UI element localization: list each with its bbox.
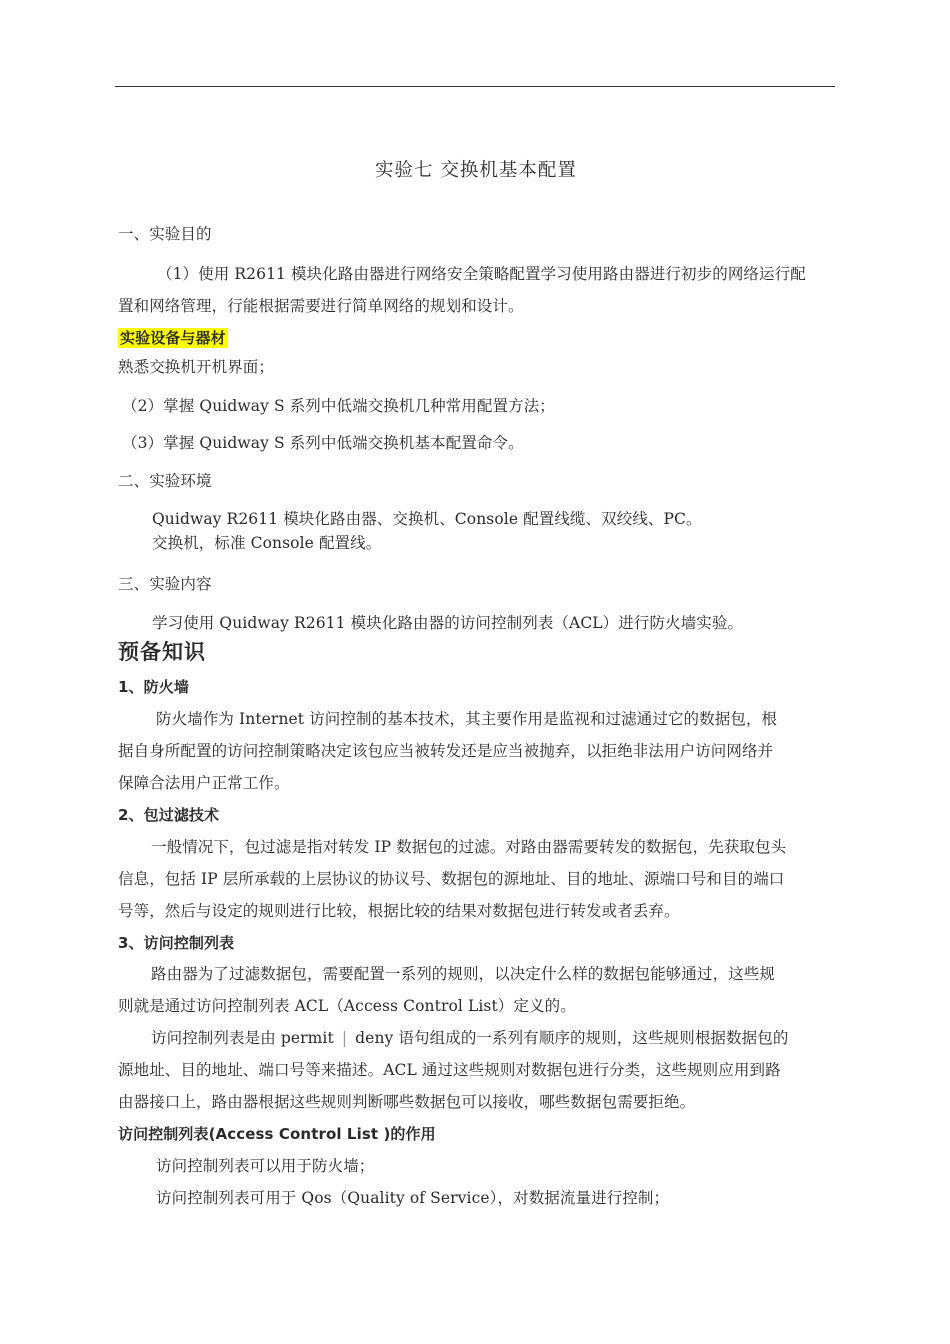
- prep-s3-heading: 3、访问控制列表: [118, 934, 235, 952]
- section1-line-a: 熟悉交换机开机界面；: [118, 358, 275, 376]
- highlight-heading: [120, 328, 228, 348]
- prep-s1-p3: 保障合法用户正常工作。: [118, 774, 290, 792]
- page-title: 实验七 交换机基本配置: [375, 160, 577, 181]
- separator-bar: |: [341, 1029, 348, 1047]
- prep-s4-heading: 访问控制列表(Access Control List )的作用: [118, 1125, 436, 1143]
- prep-s3-p5: 由器接口上，路由器根据这些规则判断哪些数据包可以接收，哪些数据包需要拒绝。: [118, 1093, 696, 1111]
- section3-line1: 学习使用 Quidway R2611 模块化路由器的访问控制列表（ACL）进行防火墙实验。: [152, 614, 744, 632]
- prep-s3-p1: 路由器为了过滤数据包，需要配置一系列的规则，以决定什么样的数据包能够通过，这些规: [151, 965, 776, 983]
- prep-s2-p1: 一般情况下，包过滤是指对转发 IP 数据包的过滤。对路由器需要转发的数据包，先获取包头: [151, 838, 787, 856]
- prep-s3-p3a: 访问控制列表是由 permit: [151, 1029, 334, 1047]
- prep-s3-p4: 源地址、目的地址、端口号等来描述。ACL 通过这些规则对数据包进行分类，这些规则应用到路: [118, 1061, 781, 1079]
- header-rule: [115, 86, 835, 87]
- prep-s1-heading: 1、防火墙: [118, 678, 189, 696]
- prep-s1-p1: 防火墙作为 Internet 访问控制的基本技术，其主要作用是监视和过滤通过它的数据包，根: [156, 710, 778, 728]
- section2-heading: 二、实验环境: [118, 472, 212, 490]
- section1-heading: 一、实验目的: [118, 225, 212, 243]
- section1-item1-line1: （1）使用 R2611 模块化路由器进行网络安全策略配置学习使用路由器进行初步的网络运行配: [157, 265, 806, 283]
- prep-s2-p2: 信息，包括 IP 层所承载的上层协议的协议号、数据包的源地址、目的地址、源端口号和目的端口: [118, 870, 785, 888]
- prep-s3-p2: 则就是通过访问控制列表 ACL（Access Control List）定义的。: [118, 997, 576, 1015]
- section1-item2: （2）掌握 Quidway S 系列中低端交换机几种常用配置方法；: [122, 397, 555, 415]
- prep-s4-p1: 访问控制列表可以用于防火墙；: [156, 1157, 375, 1175]
- prep-s3-p3b: deny 语句组成的一系列有顺序的规则，这些规则根据数据包的: [355, 1029, 789, 1047]
- prep-heading: 预备知识: [118, 639, 206, 664]
- prep-s3-p3: [151, 1028, 788, 1048]
- section3-heading: 三、实验内容: [118, 575, 212, 593]
- highlight-text: 实验设备与器材: [120, 329, 226, 347]
- prep-s1-p2: 据自身所配置的访问控制策略决定该包应当被转发还是应当被抛弃，以拒绝非法用户访问网络并: [118, 742, 774, 760]
- section2-line1: Quidway R2611 模块化路由器、交换机、Console 配置线缆、双绞线、PC。: [152, 510, 702, 528]
- section1-item3: （3）掌握 Quidway S 系列中低端交换机基本配置命令。: [122, 434, 524, 452]
- prep-s4-p2: 访问控制列表可用于 Qos（Quality of Service），对数据流量进行控制；: [156, 1189, 670, 1207]
- prep-s2-p3: 号等，然后与设定的规则进行比较，根据比较的结果对数据包进行转发或者丢弃。: [118, 902, 680, 920]
- prep-s2-heading: 2、包过滤技术: [118, 806, 220, 824]
- section1-item1-line2: 置和网络管理，行能根据需要进行简单网络的规划和设计。: [118, 297, 524, 315]
- section2-line2: 交换机，标准 Console 配置线。: [152, 534, 382, 552]
